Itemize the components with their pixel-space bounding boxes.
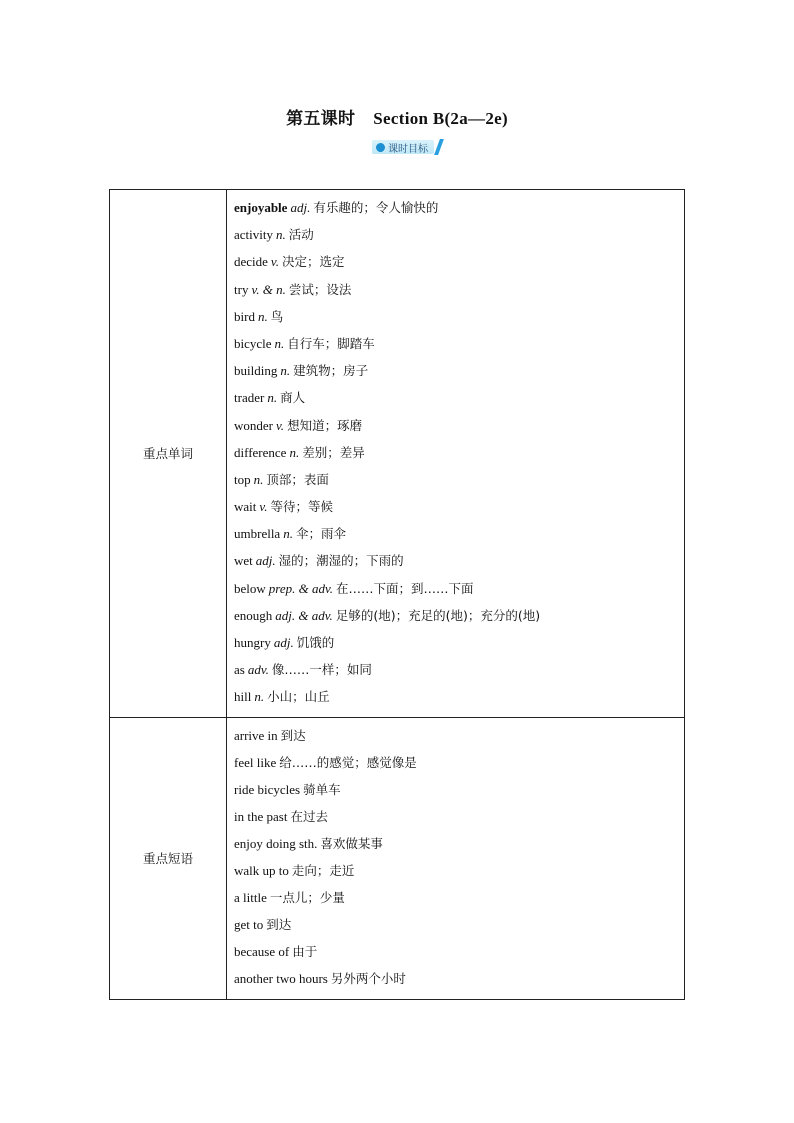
part-of-speech: n. (257, 308, 268, 324)
word-entry (234, 194, 684, 221)
word: enjoyable (234, 200, 288, 215)
words-list (227, 190, 685, 718)
phrase-meaning: 喜欢做某事 (320, 835, 383, 851)
phrase: because of (234, 944, 290, 960)
word-meaning: 等待；等候 (270, 499, 333, 515)
phrases-category: 重点短语 (110, 717, 227, 999)
word-meaning: 自行车；脚踏车 (287, 335, 375, 351)
word: building (234, 363, 278, 379)
phrase-entry (234, 911, 684, 938)
phrase: ride bicycles (234, 781, 301, 797)
word-entry (234, 303, 684, 330)
word-entry (234, 439, 684, 466)
word-meaning: 鸟 (270, 308, 284, 324)
word: bicycle (234, 335, 272, 351)
phrase-entry (234, 938, 684, 965)
part-of-speech: prep. & adv. (268, 580, 334, 596)
phrase: arrive in (234, 727, 278, 743)
phrase: feel like (234, 754, 277, 770)
part-of-speech: n. (283, 526, 293, 542)
phrase: a little (234, 890, 267, 906)
word-meaning: 湿的；潮湿的；下雨的 (278, 553, 404, 569)
part-of-speech: adj. & adv. (275, 607, 333, 623)
phrase-meaning: 在过去 (290, 808, 328, 824)
word: hungry (234, 635, 271, 650)
phrase-meaning: 另外两个小时 (330, 971, 406, 987)
phrase-meaning: 一点儿；少量 (269, 890, 345, 906)
word: activity (234, 227, 273, 243)
word-meaning: 在……下面；到……下面 (336, 580, 474, 596)
word: wet (234, 553, 253, 569)
part-of-speech: adj. (290, 200, 311, 215)
part-of-speech: n. (254, 689, 265, 705)
phrase-entry (234, 857, 684, 884)
phrase-entry (234, 965, 684, 992)
phrase: walk up to (234, 863, 289, 879)
word-entry (234, 221, 684, 248)
word: umbrella (234, 526, 281, 542)
word-entry (234, 276, 684, 303)
phrase-meaning: 走向；走近 (291, 863, 355, 879)
word-meaning: 足够的(地)；充足的(地)；充分的(地) (335, 607, 541, 623)
part-of-speech: n. (280, 363, 291, 379)
lesson-goal-badge (372, 139, 448, 155)
word: wonder (234, 417, 273, 433)
phrase-meaning: 到达 (280, 727, 306, 743)
word: wait (234, 499, 257, 515)
phrase-entry (234, 749, 684, 776)
phrases-list (227, 717, 685, 999)
part-of-speech: adj. (255, 553, 276, 569)
part-of-speech: adj. (273, 635, 294, 650)
title-cn: 第五课时 (286, 109, 356, 128)
word-entry (234, 575, 684, 602)
word-entry (234, 330, 684, 357)
part-of-speech: v. & n. (251, 281, 286, 297)
phrase-entry (234, 776, 684, 803)
word-entry (234, 602, 684, 629)
word: as (234, 662, 245, 678)
word: hill (234, 689, 252, 705)
phrase-entry (234, 884, 684, 911)
word: try (234, 281, 249, 297)
badge-decoration (434, 139, 444, 155)
word-meaning: 像……一样；如同 (271, 662, 372, 678)
word-entry (234, 466, 684, 493)
part-of-speech: n. (276, 227, 286, 243)
phrase: enjoy doing sth. (234, 835, 318, 851)
vocabulary-table (109, 189, 685, 1000)
word-meaning: 活动 (288, 227, 314, 243)
word-entry (234, 520, 684, 547)
word-meaning: 商人 (280, 390, 306, 406)
part-of-speech: v. (259, 499, 268, 515)
words-category: 重点单词 (110, 190, 227, 718)
word-meaning: 想知道；琢磨 (287, 417, 363, 433)
part-of-speech: adv. (247, 662, 269, 678)
phrase-entry (234, 803, 684, 830)
word: below (234, 580, 266, 596)
phrase-entry (234, 830, 684, 857)
word-entry (234, 683, 684, 710)
phrase-meaning: 到达 (266, 917, 292, 933)
word-meaning: 有乐趣的；令人愉快的 (313, 200, 439, 215)
title-en: Section B(2a—2e) (373, 109, 508, 128)
word-entry (234, 493, 684, 520)
word-meaning: 小山；山丘 (267, 689, 330, 705)
words-row (110, 190, 685, 718)
part-of-speech: n. (267, 390, 278, 406)
word-entry (234, 547, 684, 574)
word-meaning: 顶部；表面 (266, 471, 329, 487)
phrase: in the past (234, 808, 288, 824)
phrase-entry (234, 722, 684, 749)
word-meaning: 饥饿的 (296, 635, 335, 650)
word-entry (234, 357, 684, 384)
word: top (234, 471, 251, 487)
word: decide (234, 254, 268, 270)
phrase: another two hours (234, 971, 328, 987)
word-meaning: 尝试；设法 (288, 281, 352, 297)
page-title (0, 104, 794, 129)
word-entry (234, 629, 684, 656)
phrase-meaning: 给……的感觉；感觉像是 (279, 754, 417, 770)
part-of-speech: n. (289, 444, 300, 460)
part-of-speech: n. (274, 335, 285, 351)
word-entry (234, 656, 684, 683)
word: bird (234, 308, 255, 324)
word-entry (234, 412, 684, 439)
word: trader (234, 390, 265, 406)
word-entry (234, 384, 684, 411)
word-meaning: 伞；雨伞 (295, 526, 346, 542)
word: enough (234, 607, 273, 623)
phrases-row (110, 717, 685, 999)
word-entry (234, 248, 684, 275)
trophy-icon (376, 143, 385, 152)
word: difference (234, 444, 287, 460)
phrase: get to (234, 917, 264, 933)
badge-label: 课时目标 (388, 143, 428, 155)
phrase-meaning: 骑单车 (303, 781, 341, 797)
part-of-speech: v. (270, 254, 279, 270)
phrase-meaning: 由于 (292, 944, 318, 960)
part-of-speech: v. (276, 417, 285, 433)
word-meaning: 建筑物；房子 (293, 363, 369, 379)
word-meaning: 决定；选定 (281, 254, 345, 270)
part-of-speech: n. (253, 471, 264, 487)
word-meaning: 差别；差异 (302, 444, 365, 460)
